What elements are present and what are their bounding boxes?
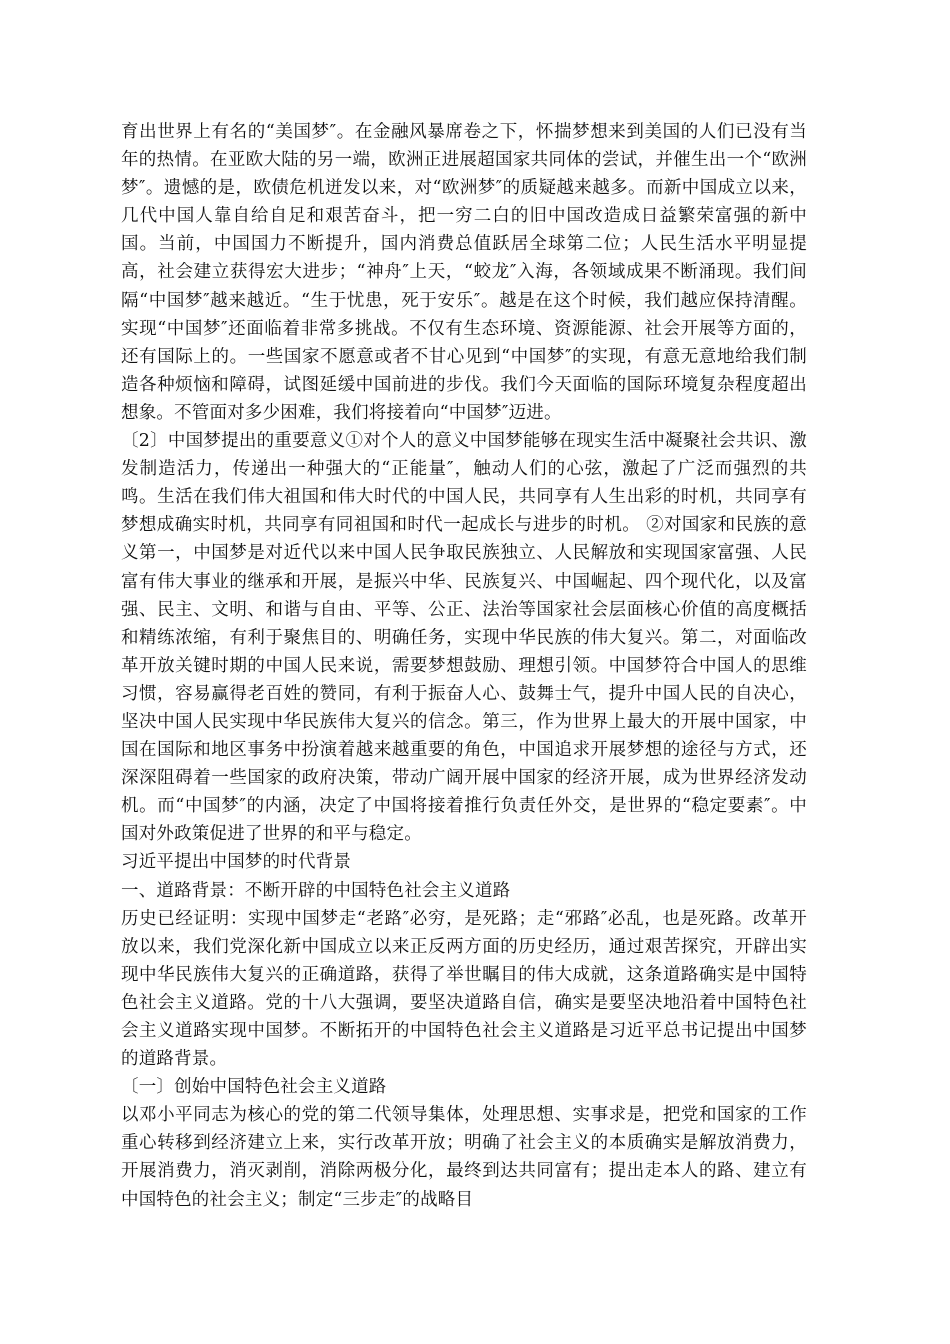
paragraph-deng-leadership: 以邓小平同志为核心的党的第二代领导集体，处理思想、实事求是，把党和国家的工作重心转移到经济建立上来，实行改革开放；明确了社会主义的本质确实是解放消费力，开展消费力，消灭剥削，消除两极分化，最终到达共同富有；提出走本人的路、建立有中国特色的社会主义；制定“三步走″的战略目: [121, 1105, 807, 1210]
paragraph-significance: 〔2〕中国梦提出的重要意义①对个人的意义中国梦能够在现实生活中凝聚社会共识、激发制造活力，传递出一种强大的“正能量″，触动人们的心弦，激起了广泛而强烈的共鸣。生活在我们伟大祖国和伟大时代的中国人民，共同享有人生出彩的时机，共同享有梦想成确实时机，共同享有同祖国和时代一起成长与进步的时机。 ②对国家和民族的意义第一，中国梦是对近代以来中国人民争取民族独立、人民解放和实现国家富强、人民富有伟大事业的继承和开展，是振兴中华、民族复兴、中国崛起、四个现代化，以及富强、民主、文明、和谐与自由、平等、公正、法治等国家社会层面核心价值的高度概括和精练浓缩，有利于聚焦目的、明确任务，实现中华民族的伟大复兴。第二，对面临改革开放关键时期的中国人民来说，需要梦想鼓励、理想引领。中国梦符合中国人的思维习惯，容易赢得老百姓的赞同，有利于振奋人心、鼓舞士气，提升中国人民的自决心，坚决中国人民实现中华民族伟大复兴的信念。第三，作为世界上最大的开展中国家，中国在国际和地区事务中扮演着越来越重要的角色，中国追求开展梦想的途径与方式，还深深阻碍着一些国家的政府决策，带动广阔开展中国家的经济开展，成为世界经济发动机。而“中国梦″的内涵，决定了中国将接着推行负责任外交，是世界的“稳定要素″。中国对外政策促进了世界的和平与稳定。: [121, 431, 807, 845]
section-heading-background: 习近平提出中国梦的时代背景: [121, 852, 352, 873]
document-body: [121, 118, 807, 1214]
paragraph-dream-comparison: 育出世界上有名的“美国梦″。在金融风暴席卷之下，怀揣梦想来到美国的人们已没有当年的热情。在亚欧大陆的另一端，欧洲正进展超国家共同体的尝试，并催生出一个“欧洲梦″。遗憾的是，欧债危机迸发以来，对“欧洲梦″的质疑越来越多。而新中国成立以来，几代中国人靠自给自足和艰苦奋斗，把一穷二白的旧中国改造成日益繁荣富强的新中国。当前，中国国力不断提升，国内消费总值跃居全球第二位；人民生活水平明显提高，社会建立获得宏大进步；“神舟″上天，“蛟龙″入海，各领域成果不断涌现。我们间隔“中国梦″越来越近。“生于忧患，死于安乐″。越是在这个时候，我们越应保持清醒。实现“中国梦″还面临着非常多挑战。不仅有生态环境、资源能源、社会开展等方面的，还有国际上的。一些国家不愿意或者不甘心见到“中国梦″的实现，有意无意地给我们制造各种烦恼和障碍，试图延缓中国前进的步伐。我们今天面临的国际环境复杂程度超出想象。不管面对多少困难，我们将接着向“中国梦″迈进。: [121, 122, 807, 423]
paragraph-road-background: 历史已经证明：实现中国梦走“老路″必穷，是死路；走“邪路″必乱，也是死路。改革开放以来，我们党深化新中国成立以来正反两方面的历史经历，通过艰苦探究，开辟出实现中华民族伟大复兴的正确道路，获得了举世瞩目的伟大成就，这条道路确实是中国特色社会主义道路。党的十八大强调，要坚决道路自信，确实是要坚决地沿着中国特色社会主义道路实现中国梦。不断拓开的中国特色社会主义道路是习近平总书记提出中国梦的道路背景。: [121, 908, 807, 1070]
subsection-heading-road: 一、道路背景：不断开辟的中国特色社会主义道路: [121, 880, 511, 901]
subsection-heading-founding: 〔一〕创始中国特色社会主义道路: [121, 1077, 387, 1098]
